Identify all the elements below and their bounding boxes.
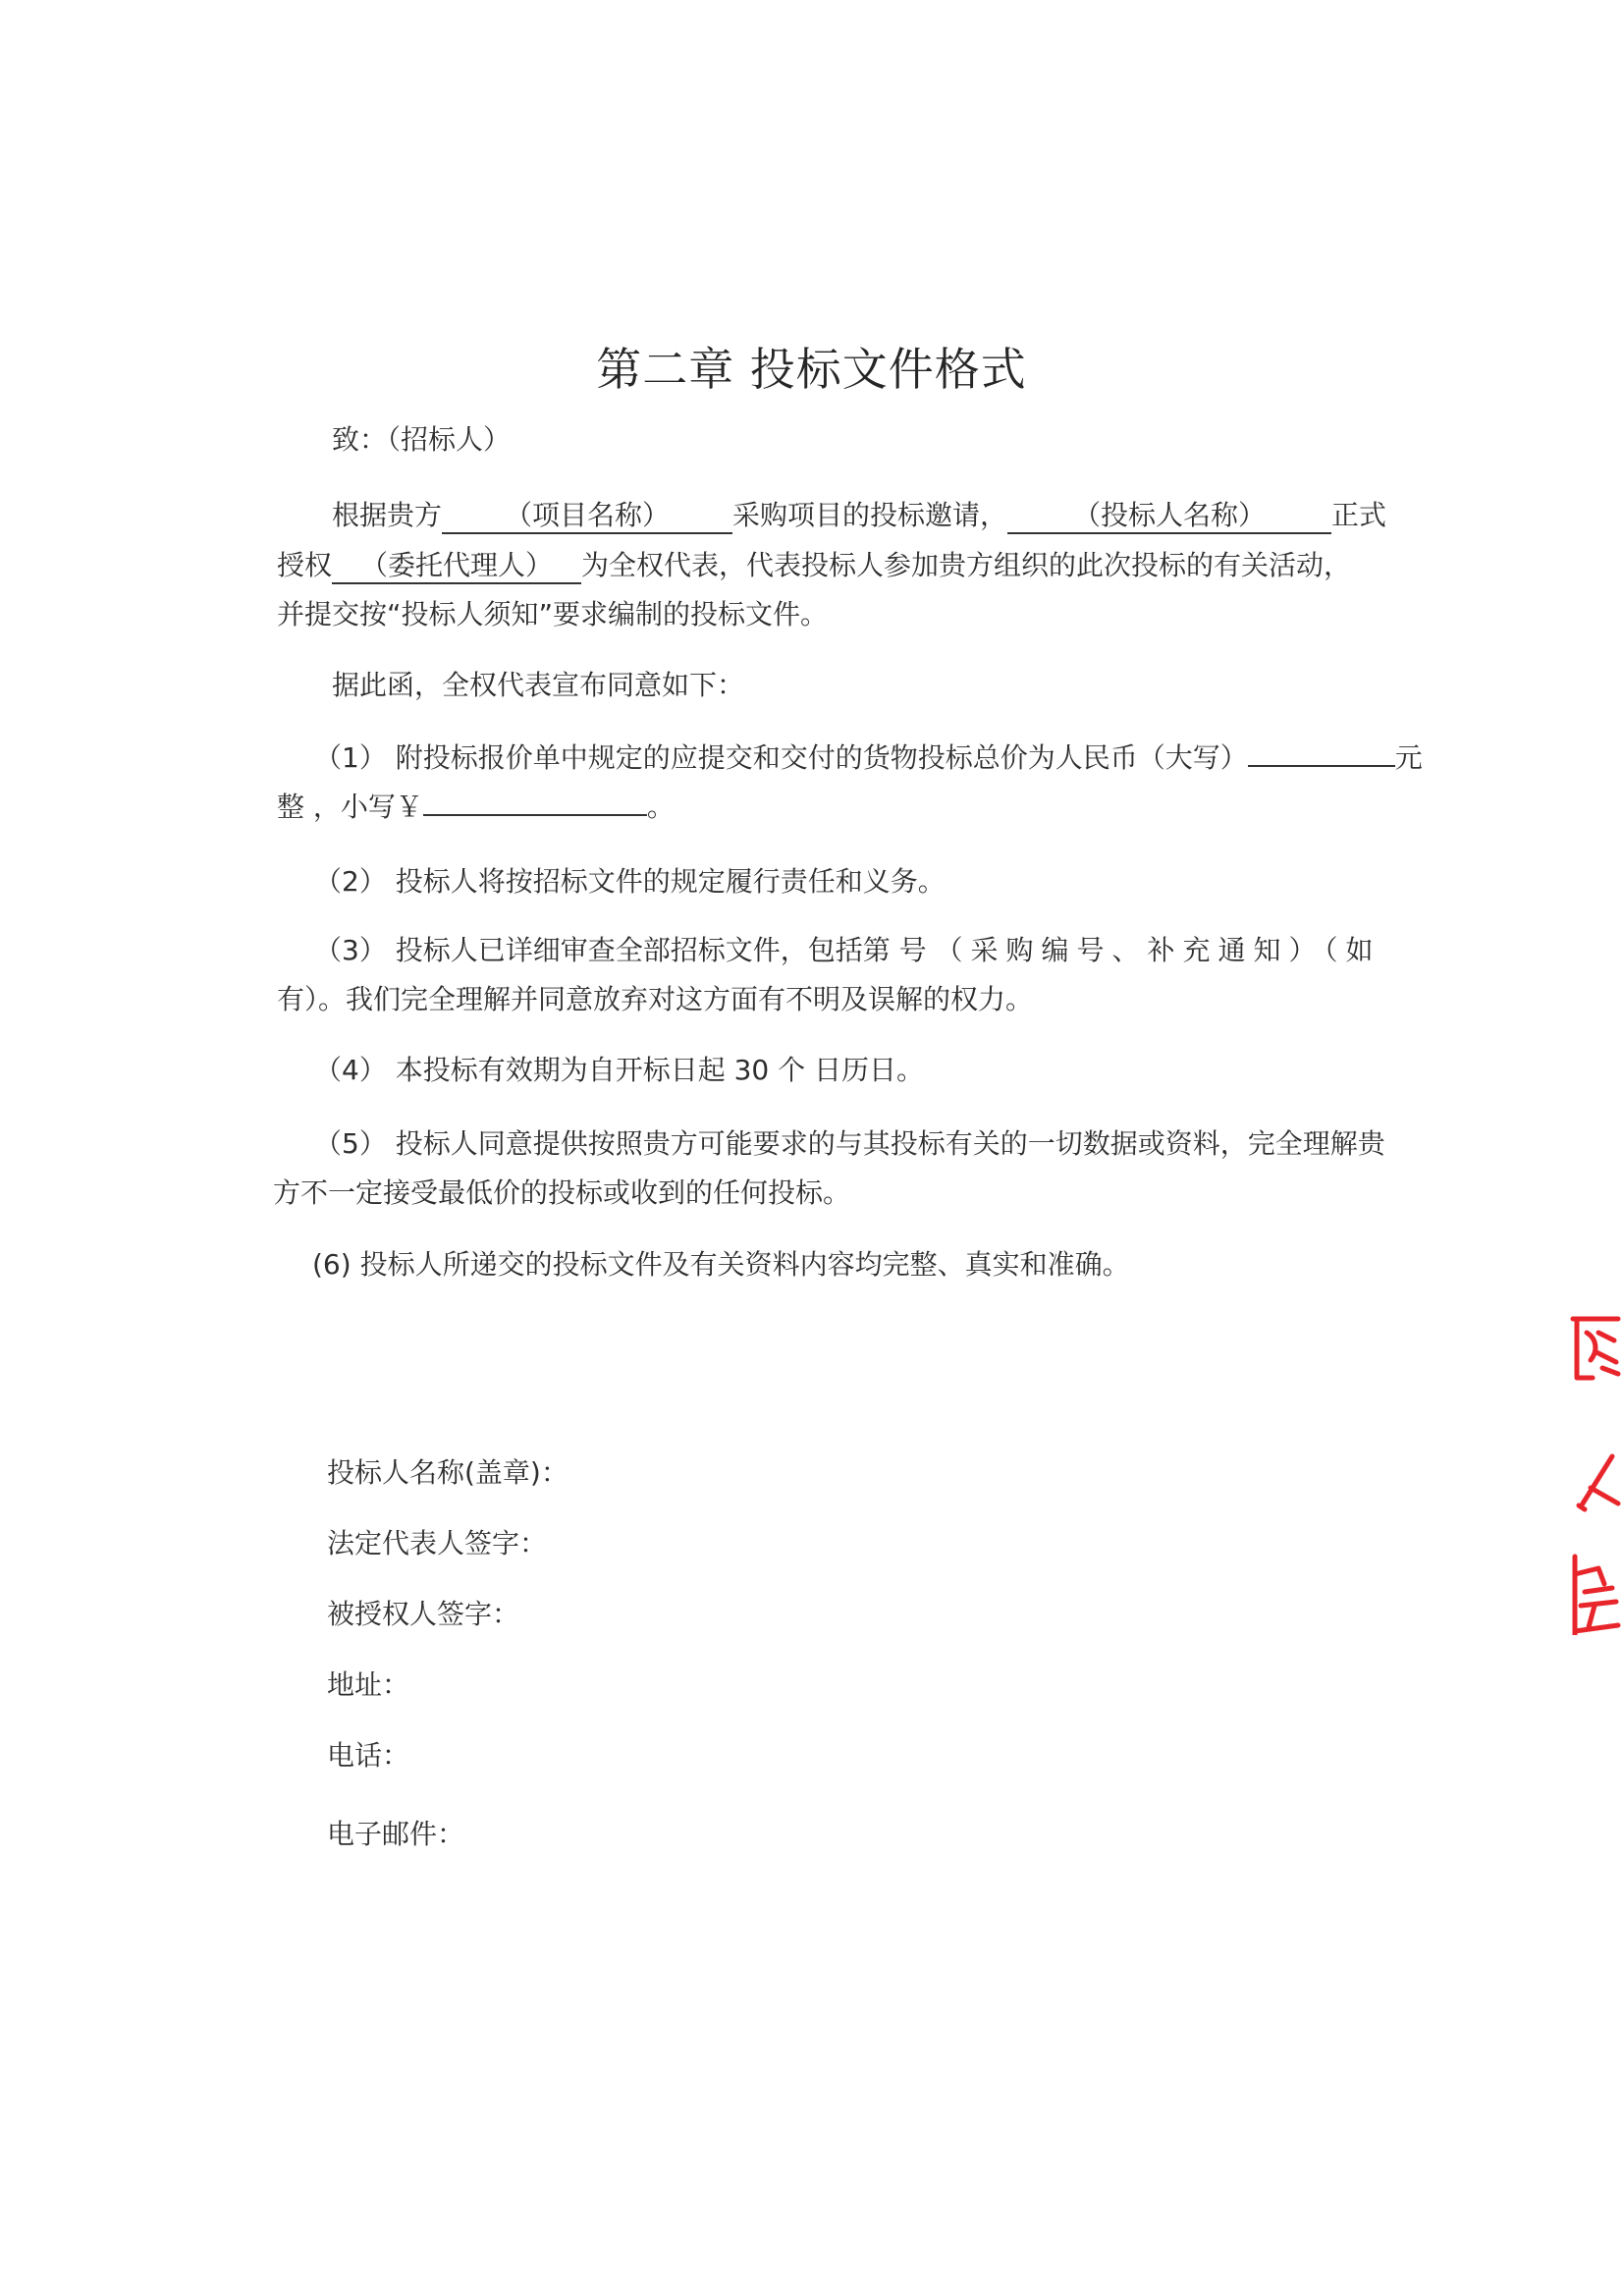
sig-email: 电子邮件：	[327, 1818, 465, 1850]
sig-authorized: 被授权人签字：	[327, 1598, 520, 1630]
item1-line2-start: 整 ，小写￥	[277, 791, 423, 823]
item1-line2	[277, 788, 675, 827]
item3-line1	[314, 931, 1381, 970]
item1-line1	[314, 738, 1423, 778]
item3-line1-b: （采购编号、补充通知）（如	[935, 934, 1381, 966]
sig-phone: 电话：	[327, 1739, 410, 1772]
chapter-title: 第二章 投标文件格式	[596, 343, 1027, 396]
item3-line2: 有）。我们完全理解并同意放弃对这方面有不明及误解的权力。	[277, 983, 1034, 1015]
item2: （2） 投标人将按招标文件的规定履行责任和义务。	[314, 865, 946, 898]
red-seal-stamp	[1569, 1311, 1623, 1635]
bidder-name-blank: （投标人名称）	[1007, 499, 1331, 534]
declare-intro: 据此函，全权代表宣布同意如下：	[332, 669, 745, 701]
para1-line3: 并提交按“投标人须知”要求编制的投标文件。	[277, 598, 829, 630]
item5-line1: （5） 投标人同意提供按照贵方可能要求的与其投标有关的一切数据或资料，完全理解贵	[314, 1127, 1385, 1160]
project-name-blank: （项目名称）	[442, 499, 732, 534]
para1-authorize: 授权	[277, 549, 333, 581]
sig-bidder-name: 投标人名称(盖章)：	[327, 1456, 568, 1489]
sig-legal-rep: 法定代表人签字：	[327, 1527, 548, 1559]
item4: （4） 本投标有效期为自开标日起 30 个 日历日。	[314, 1054, 925, 1086]
para1-formal: 正式	[1331, 499, 1387, 531]
item6: (6) 投标人所递交的投标文件及有关资料内容均完整、真实和准确。	[312, 1248, 1130, 1281]
item1-unit: 元	[1394, 741, 1423, 774]
para1-lead: 根据贵方	[332, 499, 443, 531]
para1-rest: 为全权代表，代表投标人参加贵方组织的此次投标的有关活动，	[581, 549, 1352, 581]
para1-after-project: 采购项目的投标邀请，	[732, 499, 1008, 531]
total-price-uppercase-blank	[1248, 765, 1395, 767]
item1-text: （1） 附投标报价单中规定的应提交和交付的货物投标总价为人民币（大写）	[314, 741, 1248, 774]
item5-line2: 方不一定接受最低价的投标或收到的任何投标。	[273, 1176, 851, 1209]
item3-line1-a: （3） 投标人已详细审查全部招标文件，包括第 号	[314, 934, 927, 966]
agent-blank: （委托代理人）	[332, 549, 581, 584]
total-price-lowercase-blank	[423, 814, 647, 816]
para1-line2	[277, 546, 1351, 585]
sig-address: 地址：	[327, 1668, 410, 1701]
salutation: 致：（招标人）	[332, 423, 512, 456]
para1-line1	[332, 496, 1386, 535]
item1-line2-end: 。	[646, 791, 675, 823]
